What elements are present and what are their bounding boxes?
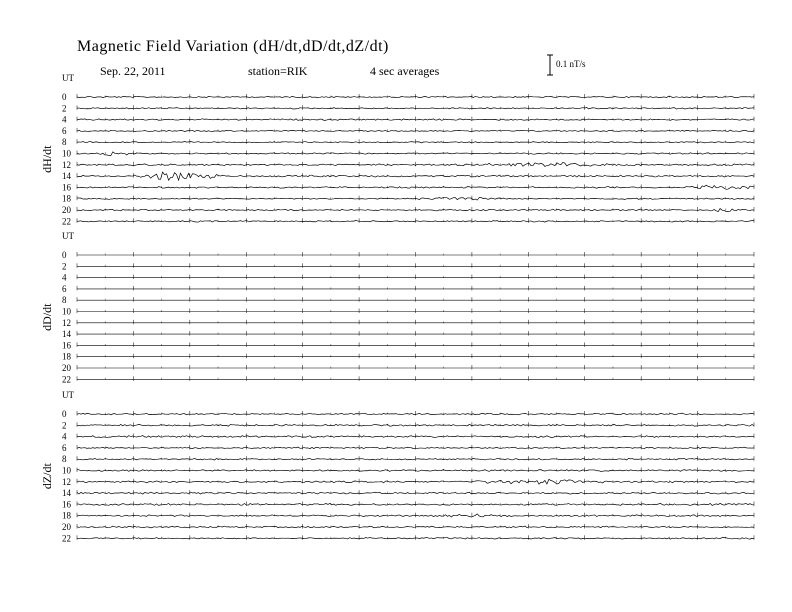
hour-tick-label: 22 <box>62 374 71 385</box>
hour-tick-label: 8 <box>62 454 67 465</box>
axis-label: dZ/dt <box>40 463 54 490</box>
hour-tick-label: 10 <box>62 306 71 317</box>
hour-tick-label: 14 <box>62 488 71 499</box>
hour-tick-label: 18 <box>62 510 71 521</box>
hour-tick-label: 4 <box>62 114 67 125</box>
hour-tick-label: 12 <box>62 159 71 170</box>
station-label: station=RIK <box>248 64 308 78</box>
hour-tick-label: 8 <box>62 295 67 306</box>
hour-tick-label: 22 <box>62 533 71 544</box>
hour-tick-label: 14 <box>62 171 71 182</box>
hour-tick-label: 2 <box>62 420 67 431</box>
scale-bar-label: 0.1 nT/s <box>556 59 586 69</box>
hour-tick-label: 12 <box>62 476 71 487</box>
ut-label: UT <box>62 73 74 83</box>
hour-tick-label: 0 <box>62 92 67 102</box>
hour-tick-label: 6 <box>62 442 67 453</box>
hour-tick-label: 10 <box>62 465 71 476</box>
panel-dZ-dt <box>40 390 754 543</box>
hour-tick-label: 2 <box>62 103 67 114</box>
hour-tick-label: 20 <box>62 522 71 532</box>
hour-tick-label: 18 <box>62 351 71 362</box>
hour-tick-label: 0 <box>62 250 67 260</box>
hour-tick-label: 12 <box>62 317 71 328</box>
hour-tick-label: 0 <box>62 409 67 419</box>
hour-tick-label: 8 <box>62 137 67 148</box>
hour-tick-label: 14 <box>62 329 71 340</box>
hour-tick-label: 10 <box>62 148 71 159</box>
hour-tick-label: 16 <box>62 340 71 351</box>
axis-label: dD/dt <box>40 303 54 331</box>
axis-label: dH/dt <box>40 145 54 173</box>
hour-tick-label: 2 <box>62 261 67 272</box>
date-label: Sep. 22, 2011 <box>100 64 166 78</box>
scale-bar <box>547 55 553 75</box>
hour-tick-label: 6 <box>62 125 67 136</box>
hour-tick-label: 4 <box>62 272 67 283</box>
hour-tick-label: 6 <box>62 283 67 294</box>
hour-tick-label: 22 <box>62 216 71 227</box>
hour-tick-label: 16 <box>62 182 71 193</box>
panel-dH-dt <box>40 73 754 226</box>
ut-label: UT <box>62 390 74 400</box>
chart-title: Magnetic Field Variation (dH/dt,dD/dt,dZ/dt) <box>77 38 389 55</box>
ut-label: UT <box>62 231 74 241</box>
hour-tick-label: 20 <box>62 363 71 373</box>
hour-tick-label: 4 <box>62 431 67 442</box>
hour-tick-label: 18 <box>62 193 71 204</box>
hour-tick-label: 16 <box>62 499 71 510</box>
panel-dD-dt <box>40 231 754 384</box>
hour-tick-label: 20 <box>62 205 71 215</box>
averaging-label: 4 sec averages <box>370 64 440 78</box>
